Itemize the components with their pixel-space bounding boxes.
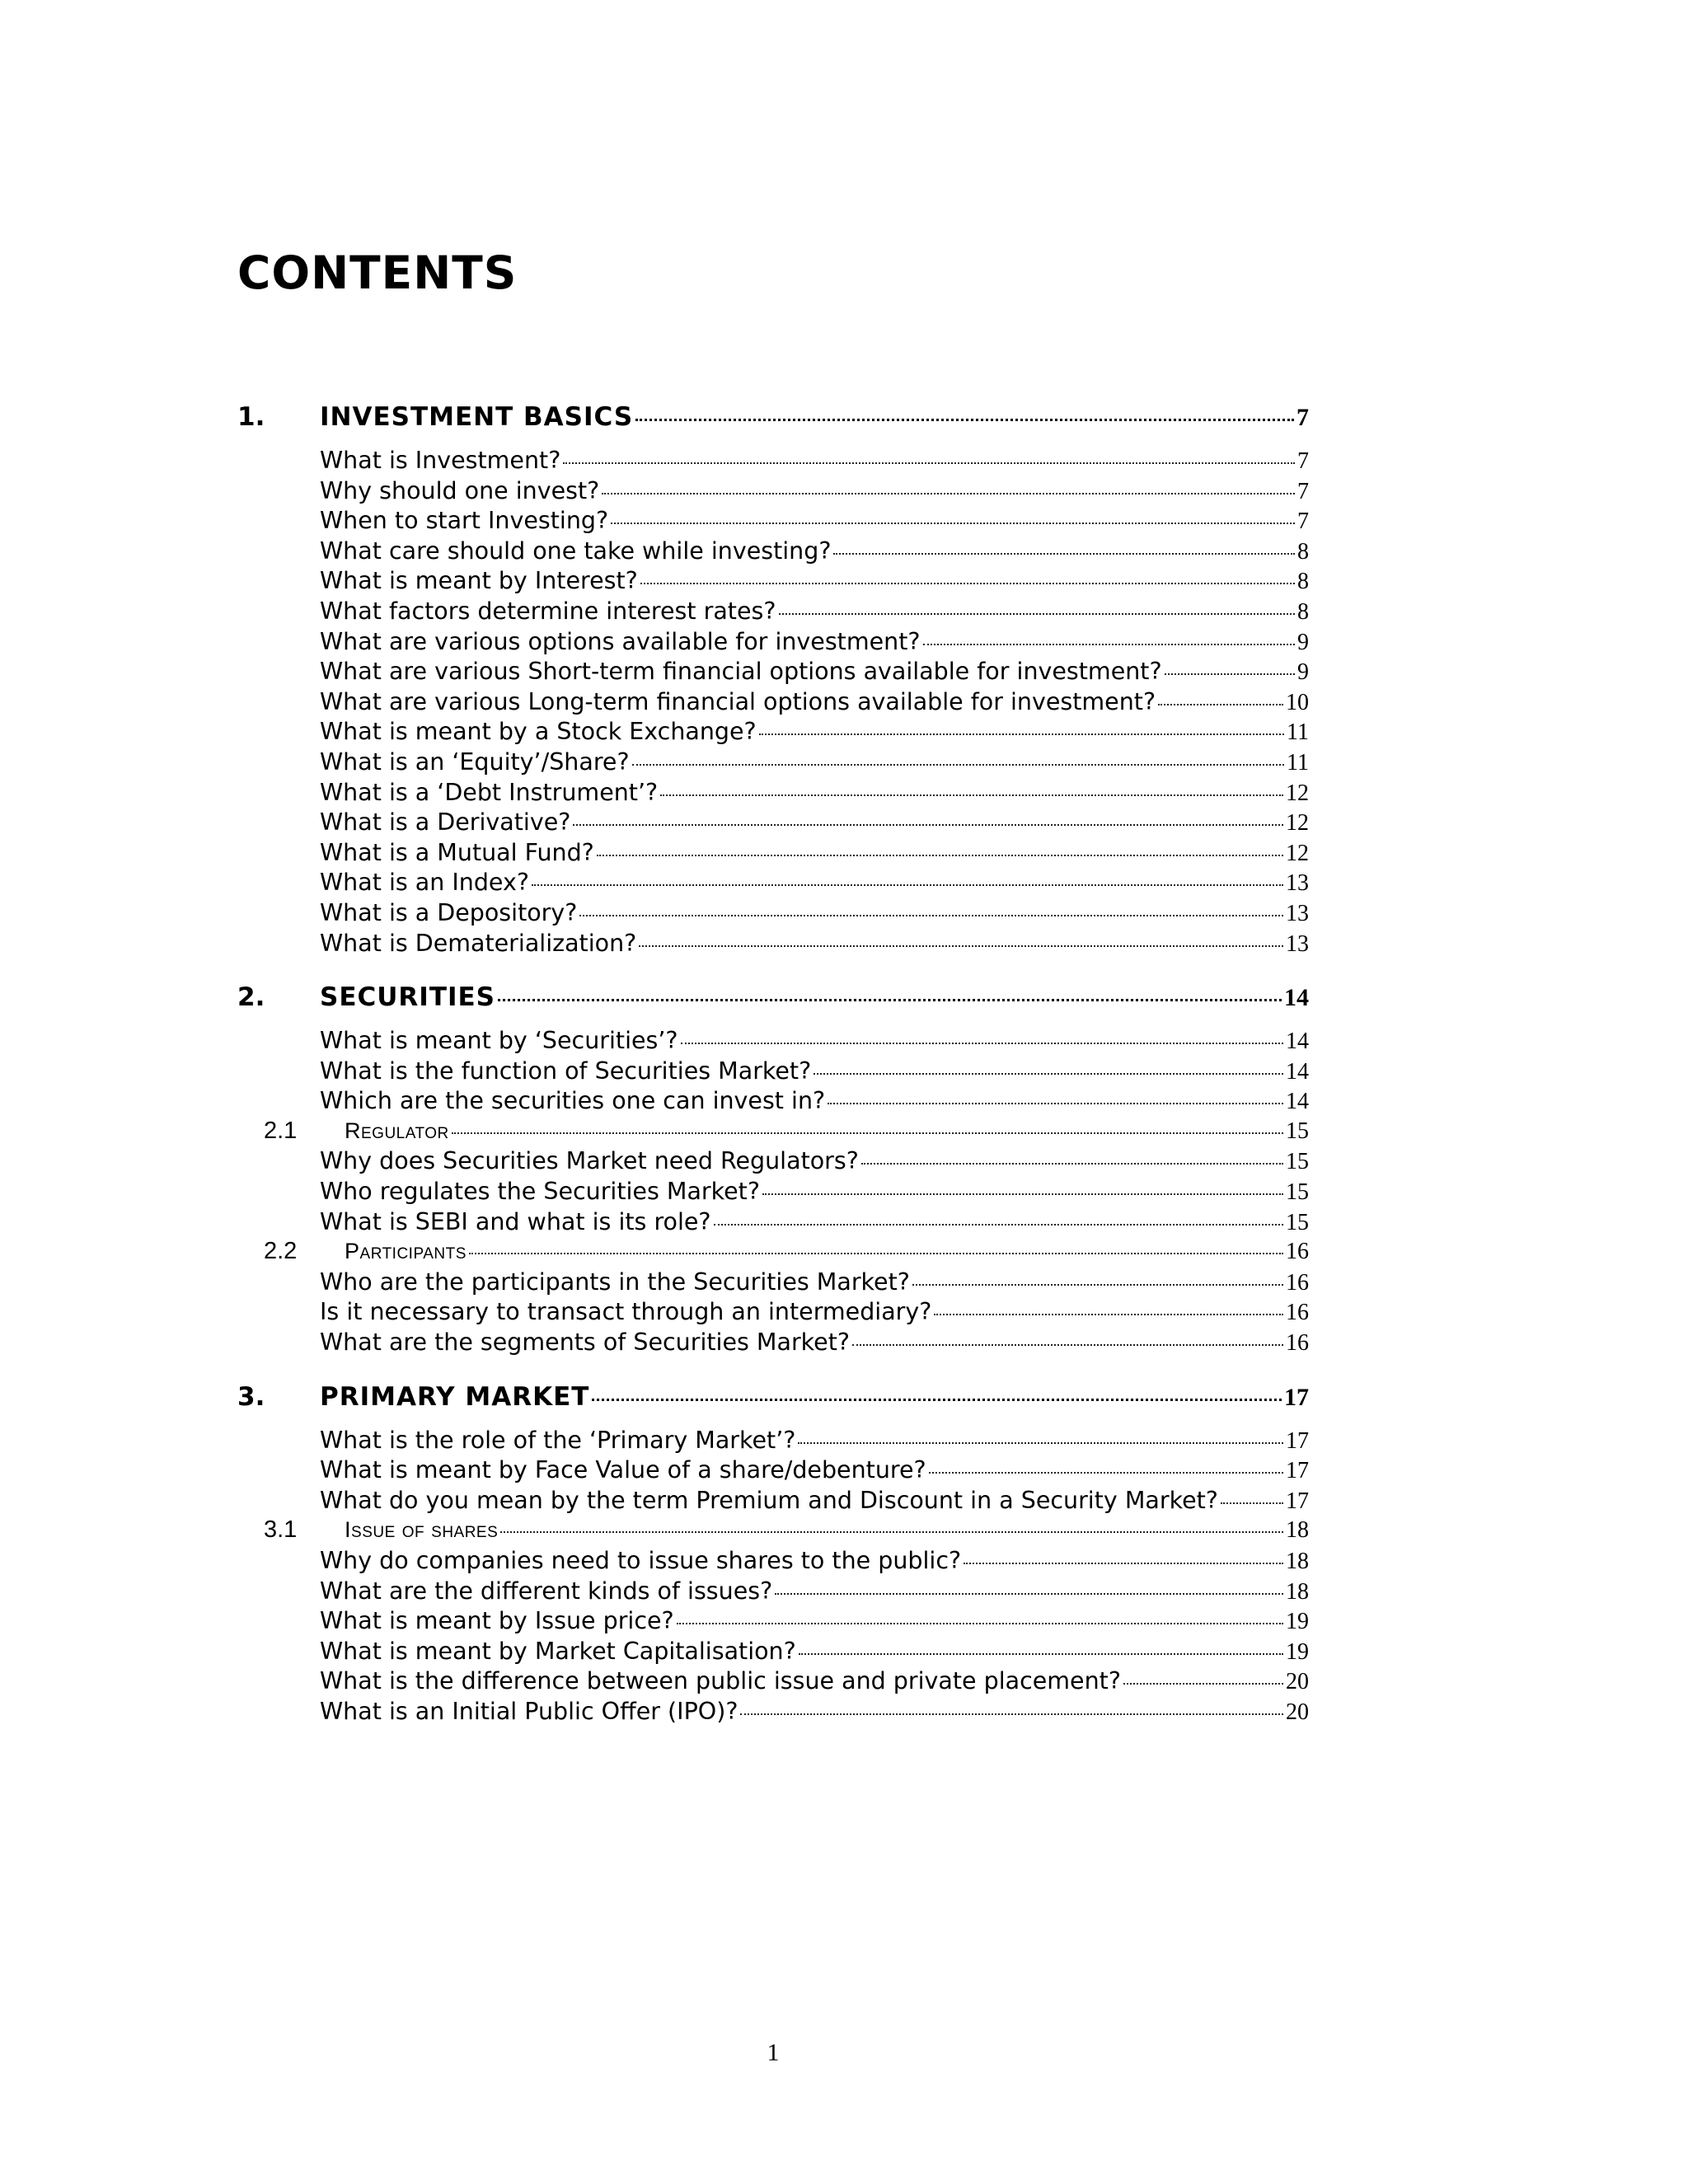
entry-title: Why should one invest? (320, 476, 600, 504)
chapter-title: INVESTMENT BASICS (320, 402, 634, 432)
page-number: 9 (1297, 659, 1309, 686)
page-number: 16 (1286, 1239, 1309, 1265)
toc-entry[interactable] (237, 598, 1309, 628)
dot-leader (660, 794, 1283, 796)
page-number: 15 (1286, 1179, 1309, 1206)
chapter-title: SECURITIES (320, 982, 496, 1013)
entry-title: What is a Depository? (320, 898, 578, 926)
toc-entry[interactable] (237, 779, 1309, 809)
entry-title: What is meant by Issue price? (320, 1607, 674, 1635)
page-number: 13 (1286, 930, 1309, 957)
toc-entry[interactable] (237, 1298, 1309, 1329)
section-number: 2.2 (264, 1238, 298, 1265)
page-number: 16 (1286, 1330, 1309, 1357)
entry-title: What is the difference between public issue and private placement? (320, 1667, 1121, 1695)
section-title: issue of shares (345, 1517, 499, 1543)
dot-leader (828, 1103, 1283, 1104)
toc-entry[interactable] (237, 930, 1309, 960)
page-number: 18 (1286, 1578, 1309, 1605)
toc-entry[interactable] (237, 537, 1309, 568)
page-number: 13 (1286, 870, 1309, 897)
dot-leader (934, 1314, 1283, 1315)
page-number: 20 (1286, 1699, 1309, 1725)
entry-title: Is it necessary to transact through an intermediary? (320, 1298, 932, 1326)
dot-leader (592, 1399, 1282, 1401)
page-number: 7 (1297, 509, 1309, 535)
dot-leader (814, 1073, 1283, 1075)
dot-leader (498, 999, 1282, 1001)
entry-title: What are the segments of Securities Market? (320, 1329, 850, 1357)
dot-leader (602, 493, 1295, 494)
page-number: 17 (1286, 1488, 1309, 1514)
dot-leader (500, 1531, 1283, 1533)
entry-title: What is an Initial Public Offer (IPO)? (320, 1697, 738, 1725)
dot-leader (833, 553, 1295, 555)
entry-title: What is meant by Interest? (320, 567, 638, 595)
toc-entry[interactable] (237, 567, 1309, 598)
toc-entry[interactable] (237, 1027, 1309, 1057)
dot-leader (677, 1623, 1283, 1624)
section-number: 2.1 (264, 1117, 298, 1144)
page-number: 14 (1284, 984, 1309, 1012)
toc-entry[interactable] (237, 1667, 1309, 1698)
section-title: regulator (345, 1118, 449, 1143)
entry-title: What are various options available for investment? (320, 627, 921, 655)
page-number: 15 (1286, 1209, 1309, 1235)
toc-entry[interactable] (237, 1577, 1309, 1608)
page-number: 8 (1297, 598, 1309, 625)
entry-title: What is meant by Market Capitalisation? (320, 1637, 796, 1665)
dot-leader (1158, 704, 1283, 705)
dot-leader (929, 1472, 1283, 1474)
page-number: 12 (1286, 840, 1309, 866)
dot-leader (799, 1653, 1283, 1655)
toc-entry[interactable] (237, 899, 1309, 930)
dot-leader (597, 855, 1283, 856)
entry-title: Who regulates the Securities Market? (320, 1178, 760, 1206)
section-heading[interactable] (237, 1516, 1309, 1547)
page-number: 7 (1297, 448, 1309, 474)
dot-leader (1123, 1683, 1283, 1685)
toc-entry[interactable] (237, 477, 1309, 508)
entry-title: What is meant by a Stock Exchange? (320, 718, 757, 746)
chapter-number: 2. (237, 982, 265, 1013)
entry-title: What is the role of the ‘Primary Market’? (320, 1426, 796, 1454)
toc-entry[interactable] (237, 839, 1309, 869)
dot-leader (775, 1593, 1283, 1595)
table-of-contents (237, 402, 1309, 1728)
toc-entry[interactable] (237, 688, 1309, 719)
toc-entry[interactable] (237, 808, 1309, 839)
entry-title: What is an ‘Equity’/Share? (320, 748, 630, 776)
page-number: 8 (1297, 538, 1309, 565)
page-number: 19 (1286, 1638, 1309, 1665)
dot-leader (635, 419, 1294, 421)
page-number: 17 (1286, 1427, 1309, 1454)
page-number: 10 (1286, 689, 1309, 715)
toc-entry[interactable] (237, 1268, 1309, 1299)
toc-entry[interactable] (237, 869, 1309, 899)
page-number: 11 (1287, 749, 1309, 776)
entry-title: What are various Long-term financial options available for investment? (320, 687, 1156, 715)
entry-title: What is a ‘Debt Instrument’? (320, 778, 659, 806)
page-number: 16 (1286, 1300, 1309, 1326)
dot-leader (852, 1344, 1283, 1346)
page-number: 15 (1286, 1118, 1309, 1144)
entry-title: Who are the participants in the Securities Market? (320, 1268, 910, 1296)
page-number: 8 (1297, 569, 1309, 595)
entry-title: What is Dematerialization? (320, 929, 637, 957)
dot-leader (1165, 673, 1295, 675)
toc-entry[interactable] (237, 658, 1309, 688)
page-number: 19 (1286, 1609, 1309, 1635)
dot-leader (759, 733, 1284, 735)
page-number: 16 (1286, 1269, 1309, 1296)
chapter-heading[interactable] (237, 982, 1309, 1019)
dot-leader (779, 613, 1296, 615)
dot-leader (640, 583, 1295, 584)
dot-leader (563, 462, 1295, 464)
toc-entry[interactable] (237, 748, 1309, 779)
toc-entry[interactable] (237, 1087, 1309, 1118)
dot-leader (912, 1284, 1283, 1286)
toc-entry[interactable] (237, 507, 1309, 537)
entry-title: What is a Mutual Fund? (320, 838, 594, 866)
dot-leader (639, 945, 1283, 947)
dot-leader (579, 915, 1283, 916)
dot-leader (469, 1253, 1283, 1254)
page-number: 15 (1286, 1149, 1309, 1175)
page-number: 14 (1286, 1058, 1309, 1085)
dot-leader (532, 884, 1283, 886)
toc-entry[interactable] (237, 718, 1309, 748)
entry-title: What are the different kinds of issues? (320, 1577, 773, 1605)
toc-entry[interactable] (237, 1638, 1309, 1668)
page-number: 7 (1297, 478, 1309, 504)
footer-page-number: 1 (767, 2039, 780, 2066)
toc-entry[interactable] (237, 1547, 1309, 1577)
dot-leader (861, 1163, 1283, 1165)
toc-entry[interactable] (237, 1208, 1309, 1239)
dot-leader (798, 1442, 1283, 1444)
page-number: 9 (1297, 629, 1309, 655)
page-number: 12 (1286, 810, 1309, 837)
page-number: 17 (1284, 1383, 1309, 1411)
chapter-heading[interactable] (237, 1382, 1309, 1418)
page-number: 17 (1286, 1458, 1309, 1484)
dot-leader (964, 1563, 1283, 1564)
entry-title: What is SEBI and what is its role? (320, 1207, 711, 1235)
toc-entry[interactable] (237, 1456, 1309, 1487)
section-number: 3.1 (264, 1516, 298, 1544)
toc-entry[interactable] (237, 447, 1309, 477)
page-number: 13 (1286, 900, 1309, 926)
entry-title: What do you mean by the term Premium and Discount in a Security Market? (320, 1486, 1218, 1514)
toc-entry[interactable] (237, 1487, 1309, 1517)
entry-title: What factors determine interest rates? (320, 597, 776, 625)
toc-entry[interactable] (237, 628, 1309, 658)
dot-leader (681, 1043, 1283, 1044)
toc-entry[interactable] (237, 1698, 1309, 1728)
page-number: 14 (1286, 1089, 1309, 1115)
entry-title: Which are the securities one can invest in? (320, 1087, 826, 1115)
toc-entry[interactable] (237, 1147, 1309, 1178)
page-number: 14 (1286, 1029, 1309, 1055)
dot-leader (632, 764, 1284, 766)
page-title: CONTENTS (237, 246, 518, 299)
dot-leader (762, 1193, 1283, 1195)
entry-title: What is an Index? (320, 869, 529, 897)
entry-title: What is meant by ‘Securities’? (320, 1027, 678, 1055)
toc-entry[interactable] (237, 1178, 1309, 1208)
page-number: 20 (1286, 1669, 1309, 1695)
entry-title: Why do companies need to issue shares to the public? (320, 1547, 962, 1574)
toc-entry[interactable] (237, 1329, 1309, 1359)
page-number: 11 (1287, 719, 1309, 746)
page-number: 7 (1296, 404, 1309, 431)
entry-title: What is meant by Face Value of a share/debenture? (320, 1456, 926, 1484)
chapter-number: 3. (237, 1381, 265, 1412)
page-number: 18 (1286, 1549, 1309, 1574)
page-number: 12 (1286, 780, 1309, 806)
entry-title: What is a Derivative? (320, 808, 571, 837)
chapter-heading[interactable] (237, 402, 1309, 438)
page-number: 18 (1286, 1517, 1309, 1544)
section-heading[interactable] (237, 1118, 1309, 1148)
dot-leader (573, 824, 1283, 826)
entry-title: What is the function of Securities Market? (320, 1057, 812, 1085)
dot-leader (1221, 1502, 1283, 1504)
chapter-number: 1. (237, 402, 265, 432)
entry-title: What care should one take while investing? (320, 537, 832, 565)
toc-entry[interactable] (237, 1607, 1309, 1638)
toc-entry[interactable] (237, 1057, 1309, 1088)
dot-leader (714, 1224, 1283, 1226)
entry-title: Why does Securities Market need Regulators? (320, 1147, 859, 1175)
entry-title: What are various Short-term financial options available for investment? (320, 658, 1162, 686)
dot-leader (923, 644, 1295, 645)
entry-title: What is Investment? (320, 447, 561, 474)
section-title: participants (345, 1239, 467, 1264)
dot-leader (452, 1132, 1283, 1134)
entry-title: When to start Investing? (320, 507, 609, 535)
dot-leader (740, 1713, 1283, 1715)
chapter-title: PRIMARY MARKET (320, 1381, 590, 1412)
section-heading[interactable] (237, 1238, 1309, 1268)
dot-leader (611, 523, 1295, 524)
toc-entry[interactable] (237, 1427, 1309, 1457)
